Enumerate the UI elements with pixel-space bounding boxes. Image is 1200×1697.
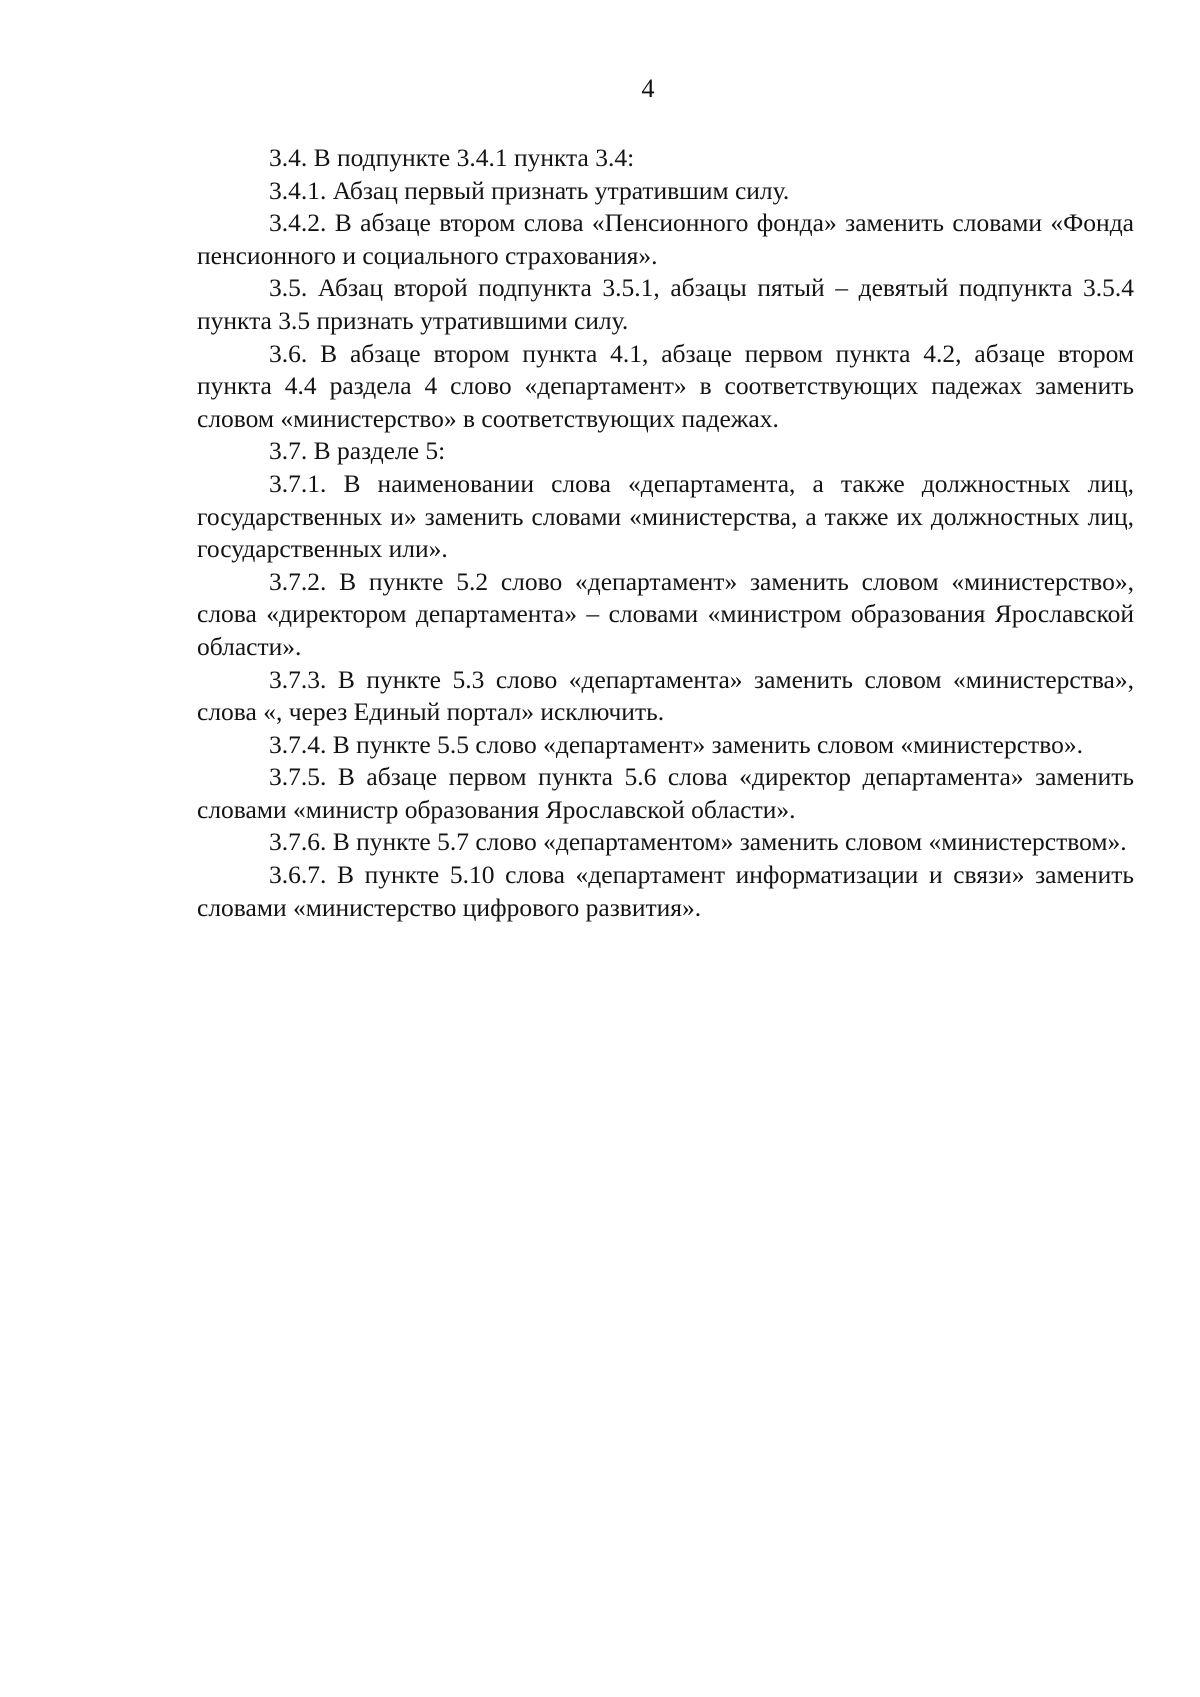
- paragraph-3-7-2: 3.7.2. В пункте 5.2 слово «департамент» заменить словом «министерство», слова «директором департамента» – словами «министром образования Ярославской области».: [197, 566, 1134, 661]
- paragraph-3-4-2: 3.4.2. В абзаце втором слова «Пенсионного фонда» заменить словами «Фонда пенсионного и социального страхования».: [197, 208, 1134, 270]
- paragraph-3-5: 3.5. Абзац второй подпункта 3.5.1, абзацы пятый – девятый подпункта 3.5.4 пункта 3.5 признать утратившими силу.: [197, 273, 1134, 335]
- document-body: [197, 142, 1134, 924]
- paragraph-3-4-1: 3.4.1. Абзац первый признать утратившим силу.: [269, 175, 790, 205]
- paragraph-3-7: 3.7. В разделе 5:: [269, 436, 446, 466]
- paragraph-3-7-3: 3.7.3. В пункте 5.3 слово «департамента» заменить словом «министерства», слова «, через Единый портал» исключить.: [197, 664, 1134, 727]
- paragraph-3-6: 3.6. В абзаце втором пункта 4.1, абзаце первом пункта 4.2, абзаце втором пункта 4.4 раздела 4 слово «департамент» в соответствующих падежах заменить словом «министерство» в соответствующих падежах.: [197, 338, 1134, 433]
- paragraph-3-7-1: 3.7.1. В наименовании слова «департамента, а также должностных лиц, государственных и» заменить словами «министерства, а также их должностных лиц, государственных или».: [197, 468, 1134, 564]
- page-number: 4: [641, 74, 655, 103]
- paragraph-3-6-7: 3.6.7. В пункте 5.10 слова «департамент информатизации и связи» заменить словами «министерство цифрового развития».: [197, 860, 1134, 922]
- paragraph-3-7-5: 3.7.5. В абзаце первом пункта 5.6 слова «директор департамента» заменить словами «министр образования Ярославской области».: [197, 762, 1134, 824]
- paragraph-3-4: 3.4. В подпункте 3.4.1 пункта 3.4:: [269, 143, 635, 172]
- paragraph-3-7-4: 3.7.4. В пункте 5.5 слово «департамент» заменить словом «министерство».: [269, 729, 1083, 759]
- paragraph-3-7-6: 3.7.6. В пункте 5.7 слово «департаментом» заменить словом «министерством».: [269, 827, 1127, 857]
